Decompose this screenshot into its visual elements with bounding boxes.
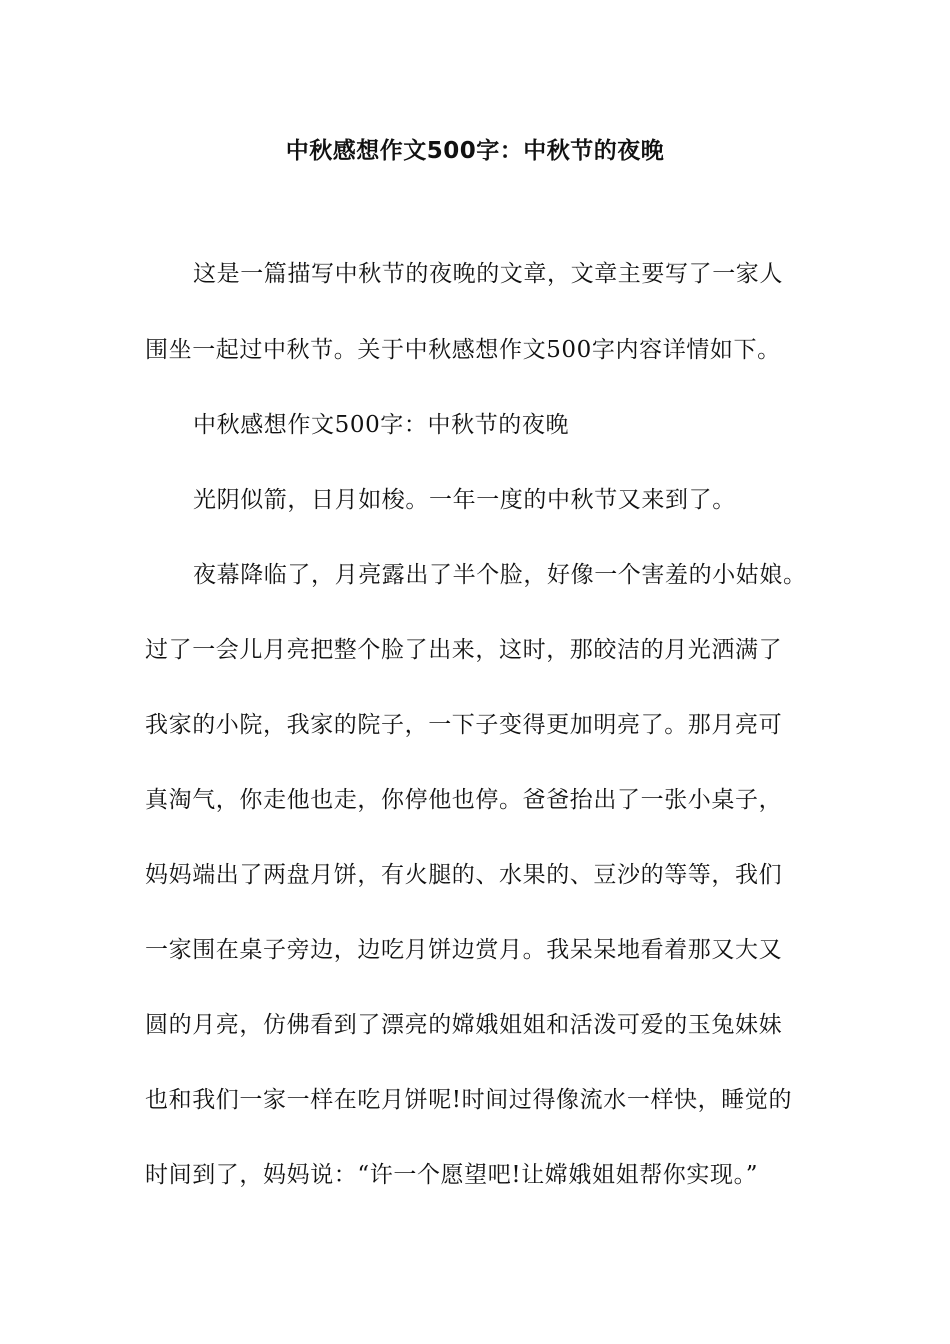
section-heading: 中秋感想作文500字：中秋节的夜晚 xyxy=(193,412,570,438)
paragraph-line: 光阴似箭，日月如梭。一年一度的中秋节又来到了。 xyxy=(193,487,736,513)
paragraph-line: 一家围在桌子旁边，边吃月饼边赏月。我呆呆地看着那又大又 xyxy=(145,937,783,963)
paragraph-line: 我家的小院，我家的院子，一下子变得更加明亮了。那月亮可 xyxy=(145,712,783,738)
paragraph-line: 这是一篇描写中秋节的夜晚的文章，文章主要写了一家人 xyxy=(193,261,783,287)
paragraph-line: 围坐一起过中秋节。关于中秋感想作文500字内容详情如下。 xyxy=(145,337,781,363)
document-title: 中秋感想作文500字：中秋节的夜晚 xyxy=(285,138,665,164)
paragraph-line: 夜幕降临了，月亮露出了半个脸，好像一个害羞的小姑娘。 xyxy=(193,562,807,588)
paragraph-line: 也和我们一家一样在吃月饼呢!时间过得像流水一样快，睡觉的 xyxy=(145,1087,793,1113)
paragraph-line: 时间到了，妈妈说：“许一个愿望吧!让嫦娥姐姐帮你实现。” xyxy=(145,1162,759,1188)
paragraph-line: 过了一会儿月亮把整个脸了出来，这时，那皎洁的月光洒满了 xyxy=(145,637,783,663)
paragraph-line: 妈妈端出了两盘月饼，有火腿的、水果的、豆沙的等等，我们 xyxy=(145,862,783,888)
paragraph-line: 圆的月亮，仿佛看到了漂亮的嫦娥姐姐和活泼可爱的玉兔妹妹 xyxy=(145,1012,783,1038)
paragraph-line: 真淘气，你走他也走，你停他也停。爸爸抬出了一张小桌子， xyxy=(145,787,783,813)
